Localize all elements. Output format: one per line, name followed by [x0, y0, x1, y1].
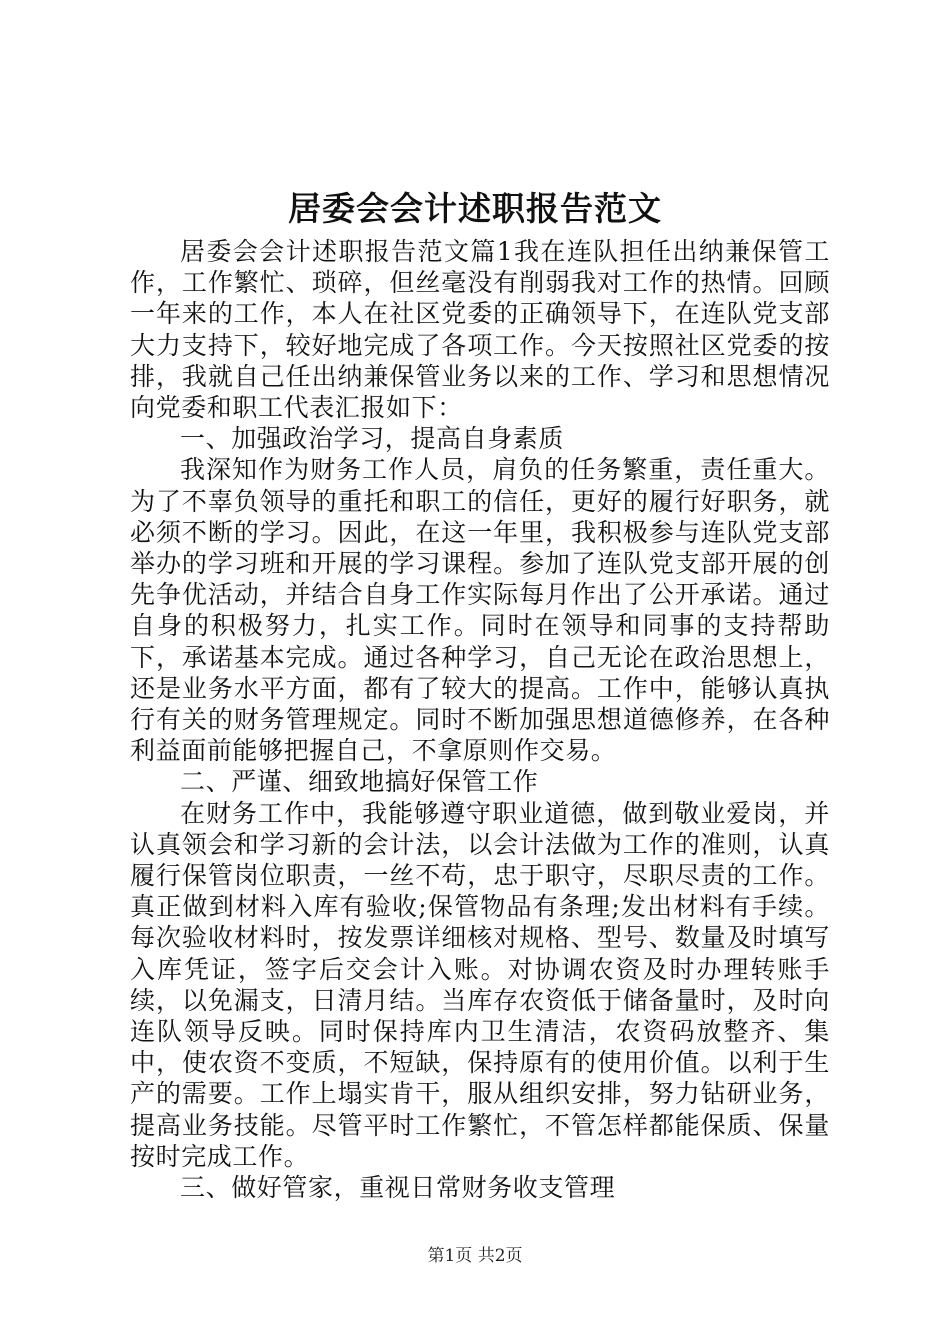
page-number-footer: 第1页 共2页	[427, 1246, 523, 1266]
section-paragraph-2: 在财务工作中，我能够遵守职业道德，做到敬业爱岗，并认真领会和学习新的会计法，以会计法做为工作的准则，认真履行保管岗位职责，一丝不苟，忠于职守，尽职尽责的工作。真正做到材料入库有验收;保管物品有条理;发出材料有手续。每次验收材料时，按发票详细核对规格、型号、数量及时填写入库凭证，签字后交会计入账。对协调农资及时办理转账手续，以免漏支，日清月结。当库存农资低于储备量时，及时向连队领导反映。同时保持库内卫生清洁，农资码放整齐、集中，使农资不变质，不短缺，保持原有的使用价值。以利于生产的需要。工作上塌实肯干，服从组织安排，努力钻研业务，提高业务技能。尽管平时工作繁忙，不管怎样都能保质、保量按时完成工作。	[130, 798, 830, 1171]
document-body	[130, 236, 830, 1203]
section-paragraph-1: 我深知作为财务工作人员，肩负的任务繁重，责任重大。为了不辜负领导的重托和职工的信任，更好的履行好职务，就必须不断的学习。因此，在这一年里，我积极参与连队党支部举办的学习班和开展的学习课程。参加了连队党支部开展的创先争优活动，并结合自身工作实际每月作出了公开承诺。通过自身的积极努力，扎实工作。同时在领导和同事的支持帮助下，承诺基本完成。通过各种学习，自己无论在政治思想上，还是业务水平方面，都有了较大的提高。工作中，能够认真执行有关的财务管理规定。同时不断加强思想道德修养，在各种利益面前能够把握自己，不拿原则作交易。	[130, 455, 830, 766]
document-title: 居委会会计述职报告范文	[288, 189, 662, 228]
section-heading-1: 一、加强政治学习，提高自身素质	[180, 424, 565, 454]
section-heading-3: 三、做好管家，重视日常财务收支管理	[180, 1173, 616, 1203]
section-heading-2: 二、严谨、细致地搞好保管工作	[180, 767, 539, 797]
intro-paragraph: 居委会会计述职报告范文篇1我在连队担任出纳兼保管工作，工作繁忙、琐碎，但丝毫没有削弱我对工作的热情。回顾一年来的工作，本人在社区党委的正确领导下，在连队党支部大力支持下，较好地完成了各项工作。今天按照社区党委的按排，我就自己任出纳兼保管业务以来的工作、学习和思想情况向党委和职工代表汇报如下：	[130, 237, 830, 423]
